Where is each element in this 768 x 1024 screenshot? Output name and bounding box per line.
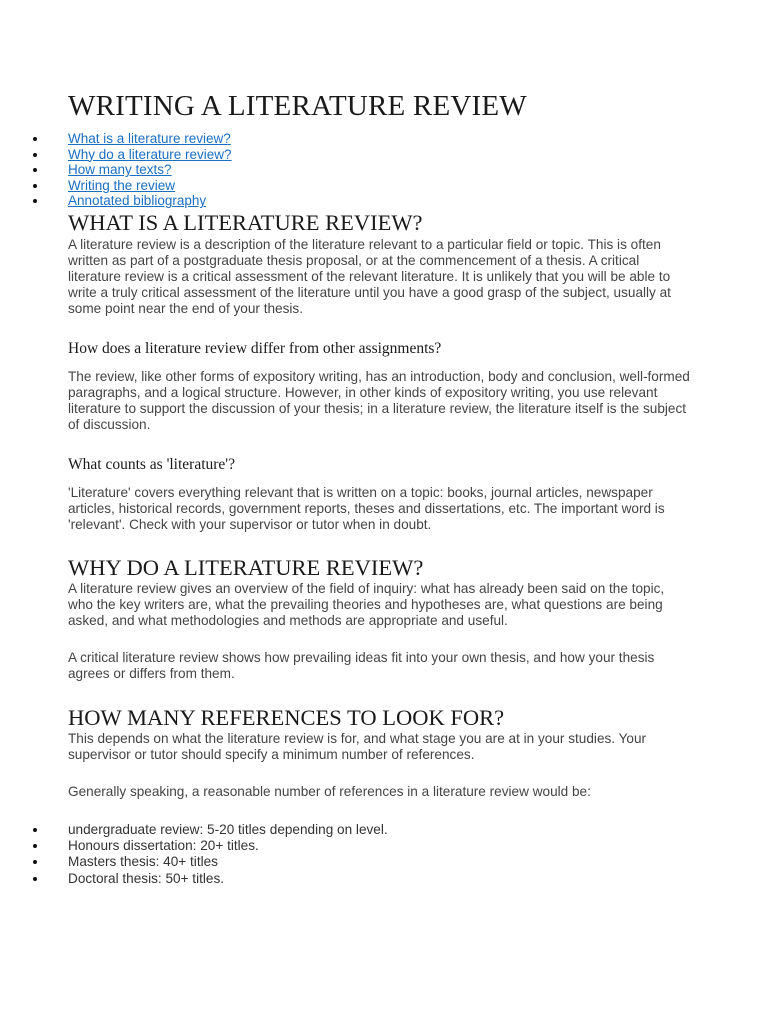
- list-item: Masters thesis: 40+ titles: [68, 854, 388, 870]
- toc-item: [68, 147, 232, 163]
- list-item: undergraduate review: 5-20 titles depending on level.: [68, 822, 388, 837]
- toc-link-what-is[interactable]: What is a literature review?: [68, 131, 231, 146]
- text-line: some point near the end of your thesis.: [68, 301, 304, 316]
- paragraph-what-is: [68, 237, 708, 317]
- paragraph-counts: [68, 485, 708, 533]
- text-line: written as part of a postgraduate thesis proposal, or at the commencement of a thesis. A critical: [68, 253, 640, 268]
- text-line: A critical literature review shows how prevailing ideas fit into your own thesis, and how your thesis: [68, 650, 655, 665]
- text-line: 'Literature' covers everything relevant that is written on a topic: books, journal articles, newspaper: [68, 485, 653, 500]
- text-line: articles, historical records, government reports, theses and dissertations, etc. The important word is: [68, 501, 665, 516]
- text-line: literature review is a critical assessment of the relevant literature. It is unlikely that you will be able to: [68, 269, 671, 284]
- text-line: A literature review gives an overview of the field of inquiry: what has already been said on the topic,: [68, 581, 665, 596]
- list-item: Doctoral thesis: 50+ titles.: [68, 871, 388, 887]
- text-line: The review, like other forms of expository writing, has an introduction, body and conclusion, well-formed: [68, 369, 690, 384]
- list-item: Honours dissertation: 20+ titles.: [68, 838, 388, 854]
- toc-item: [68, 193, 232, 209]
- toc-link-how-many[interactable]: How many texts?: [68, 162, 172, 178]
- text-line: agrees or differs from them.: [68, 666, 235, 681]
- text-line: This depends on what the literature review is for, and what stage you are at in your studies. Your: [68, 731, 647, 746]
- toc-link-annotated[interactable]: Annotated bibliography: [68, 193, 207, 209]
- toc-item: [68, 162, 232, 178]
- text-line: A literature review is a description of the literature relevant to a particular field or topic. This is often: [68, 237, 661, 252]
- subheading-counts: What counts as 'literature'?: [68, 456, 235, 473]
- subheading-differ: How does a literature review differ from other assignments?: [68, 340, 442, 357]
- text-line: asked, and what methodologies and methods are appropriate and useful.: [68, 613, 508, 628]
- text-line: paragraphs, and a logical structure. However, in other kinds of expository writing, you use relevant: [68, 385, 658, 400]
- text-line: supervisor or tutor should specify a minimum number of references.: [68, 747, 475, 762]
- references-list: [68, 822, 388, 887]
- toc-link-why[interactable]: Why do a literature review?: [68, 146, 232, 162]
- text-line: of discussion.: [68, 417, 151, 432]
- toc-link-writing[interactable]: Writing the review: [68, 177, 176, 193]
- paragraph-why-1: [68, 581, 708, 629]
- toc-item: [68, 178, 232, 194]
- toc-item: [68, 131, 232, 147]
- text-line: 'relevant'. Check with your supervisor or tutor when in doubt.: [68, 517, 432, 532]
- paragraph-how-many-2: [68, 784, 708, 800]
- section-heading-why: WHY DO A LITERATURE REVIEW?: [68, 555, 424, 580]
- section-heading-how-many: HOW MANY REFERENCES TO LOOK FOR?: [68, 705, 505, 730]
- section-heading-what-is: WHAT IS A LITERATURE REVIEW?: [68, 210, 423, 235]
- paragraph-differ: [68, 369, 708, 433]
- paragraph-why-2: [68, 650, 708, 682]
- table-of-contents: [68, 131, 232, 209]
- text-line: who the key writers are, what the prevailing theories and hypotheses are, what questions are being: [68, 597, 663, 612]
- page-title: WRITING A LITERATURE REVIEW: [68, 90, 527, 122]
- text-line: literature to support the discussion of your thesis; in a literature review, the literature itself is the subject: [68, 401, 687, 416]
- text-line: write a truly critical assessment of the literature until you have a good grasp of the subject, usually at: [68, 285, 671, 300]
- text-line: Generally speaking, a reasonable number of references in a literature review would be:: [68, 784, 591, 799]
- paragraph-how-many-1: [68, 731, 708, 763]
